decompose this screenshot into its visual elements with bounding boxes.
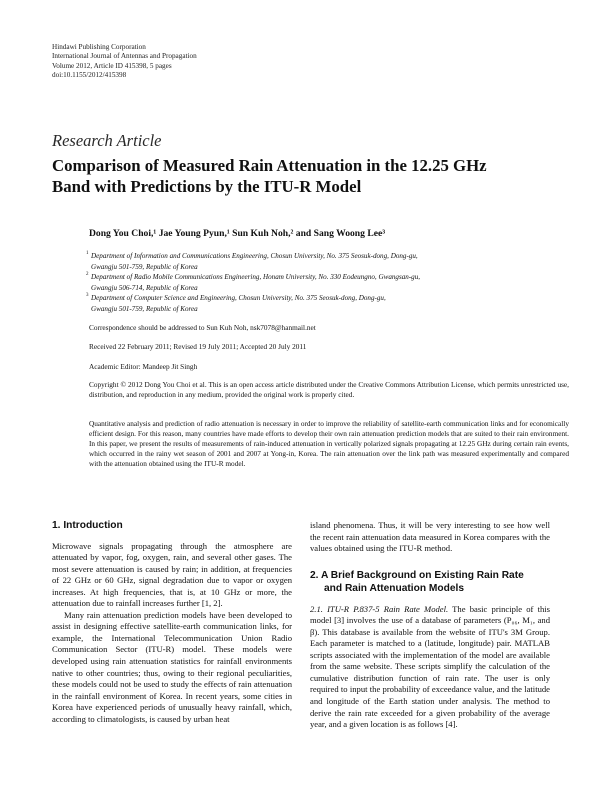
affiliation-line: Gwangju 506-714, Republic of Korea <box>91 283 198 292</box>
subsection-paragraph <box>310 604 550 731</box>
subsection-text: The basic principle of this model [3] involves the use of a database of parameters (P₀₆, M₁, and β). This database is available from the website of ITU's 3M Group. Each parameter is matched to a (latitude, longitude) pair. MATLAB scripts associated with the implementation of the model are available from the same website. These scripts simplify the calculation of the cumulative distribution function of rain rate. The user is only required to input the probability of exceedance value, and the latitude and longitude of the Earth station under analysis. The method to derive the rain rate exceeded for a given probability of the average year, and a given location is as follows [4]. <box>310 603 551 730</box>
article-type: Research Article <box>52 131 162 150</box>
correspondence: Correspondence should be addressed to Sun Kuh Noh, nsk7078@hanmail.net <box>89 323 316 332</box>
section-heading-background <box>310 569 550 595</box>
intro-paragraph-2-continued: island phenomena. Thus, it will be very interesting to see how well the recent rain attenuation data measured in Korea compares with the values obtained using the ITU-R method. <box>310 520 550 554</box>
affiliation-line: Gwangju 501-759, Republic of Korea <box>91 262 198 271</box>
title-line-1: Comparison of Measured Rain Attenuation in the 12.25 GHz <box>52 156 487 175</box>
volume-info: Volume 2012, Article ID 415398, 5 pages <box>52 61 172 70</box>
paper-title <box>52 155 572 197</box>
section-heading-line: and Rain Attenuation Models <box>324 582 464 594</box>
affiliation-1 <box>86 251 569 272</box>
intro-paragraph-1: Microwave signals propagating through the atmosphere are attenuated by vapor, fog, oxygen, rain, and several other gases. The most severe attenuation is caused by rain; in addition, at frequencies of 22 GHz or 60 GHz, signal degradation due to vapor or oxygen increases. At high frequencies, that is, at 10 GHz or more, the attenuation due to rainfall increases further [1, 2]. <box>52 540 292 609</box>
title-line-2: Band with Predictions by the ITU-R Model <box>52 177 362 196</box>
affiliations <box>86 251 569 315</box>
doi[interactable]: doi:10.1155/2012/415398 <box>52 70 127 79</box>
affiliation-number: 2 <box>86 272 89 278</box>
affiliation-number: 3 <box>86 293 89 299</box>
affiliation-3 <box>86 293 569 314</box>
intro-paragraph-2: Many rain attenuation prediction models have been developed to assist in designing effective satellite-earth communication links, for example, the International Telecommunication Union Radio Communication Sector (ITU-R) model. These models were developed using rain attenuation statistics for rainfall environments native to other countries; thus, owing to their regional peculiarities, these models could not be used to study the effects of rain attenuation in the rainfall environment of Korea. In recent years, some cities in Korea have experienced periods of unusually heavy rainfall, which, according to climatologists, is caused by urban heat <box>52 609 292 724</box>
abstract: Quantitative analysis and prediction of radio attenuation is necessary in order to improve the reliability of satellite-earth communication links and for economically efficient design. For this reason, many countries have made efforts to develop their own rain attenuation prediction models that are suited to their rain environment. In this paper, we present the results of measurements of rain-induced attenuation in vertically polarized signals propagating at 12.25 GHz during certain rain events, which occurred in the rainy wet season of 2001 and 2007 at Yong-in, Korea. The rain attenuation over the link path was measured experimentally and compared with the attenuation obtained using the ITU-R model. <box>89 419 569 469</box>
affiliation-2 <box>86 272 569 293</box>
affiliation-line: Department of Information and Communications Engineering, Chosun University, No. 375 Seosuk-dong, Dong-gu, <box>91 252 418 260</box>
academic-editor: Academic Editor: Mandeep Jit Singh <box>89 362 198 371</box>
affiliation-line: Gwangju 501-759, Republic of Korea <box>91 304 198 313</box>
section-heading-line: 2. A Brief Background on Existing Rain Rate <box>310 569 524 581</box>
journal-name: International Journal of Antennas and Propagation <box>52 52 197 61</box>
journal-header <box>52 43 197 80</box>
subsection-heading: 2.1. ITU-R P.837-5 Rain Rate Model. <box>310 603 449 614</box>
author-list: Dong You Choi,¹ Jae Young Pyun,¹ Sun Kuh Noh,² and Sang Woong Lee³ <box>89 228 386 239</box>
copyright-notice: Copyright © 2012 Dong You Choi et al. This is an open access article distributed under the Creative Commons Attribution License, which permits unrestricted use, distribution, and reproduction in any medium, provided the original work is properly cited. <box>89 380 569 400</box>
publisher: Hindawi Publishing Corporation <box>52 43 146 51</box>
received-dates: Received 22 February 2011; Revised 19 July 2011; Accepted 20 July 2011 <box>89 342 307 351</box>
affiliation-number: 1 <box>86 251 89 256</box>
left-column <box>52 520 292 725</box>
affiliation-line: Department of Radio Mobile Communications Engineering, Honam University, No. 330 Eodeungno, Gwangsan-gu, <box>91 273 421 282</box>
right-column <box>310 520 550 731</box>
section-heading-introduction: 1. Introduction <box>52 520 123 531</box>
affiliation-line: Department of Computer Science and Engineering, Chosun University, No. 375 Seosuk-dong, Dong-gu, <box>91 294 386 303</box>
